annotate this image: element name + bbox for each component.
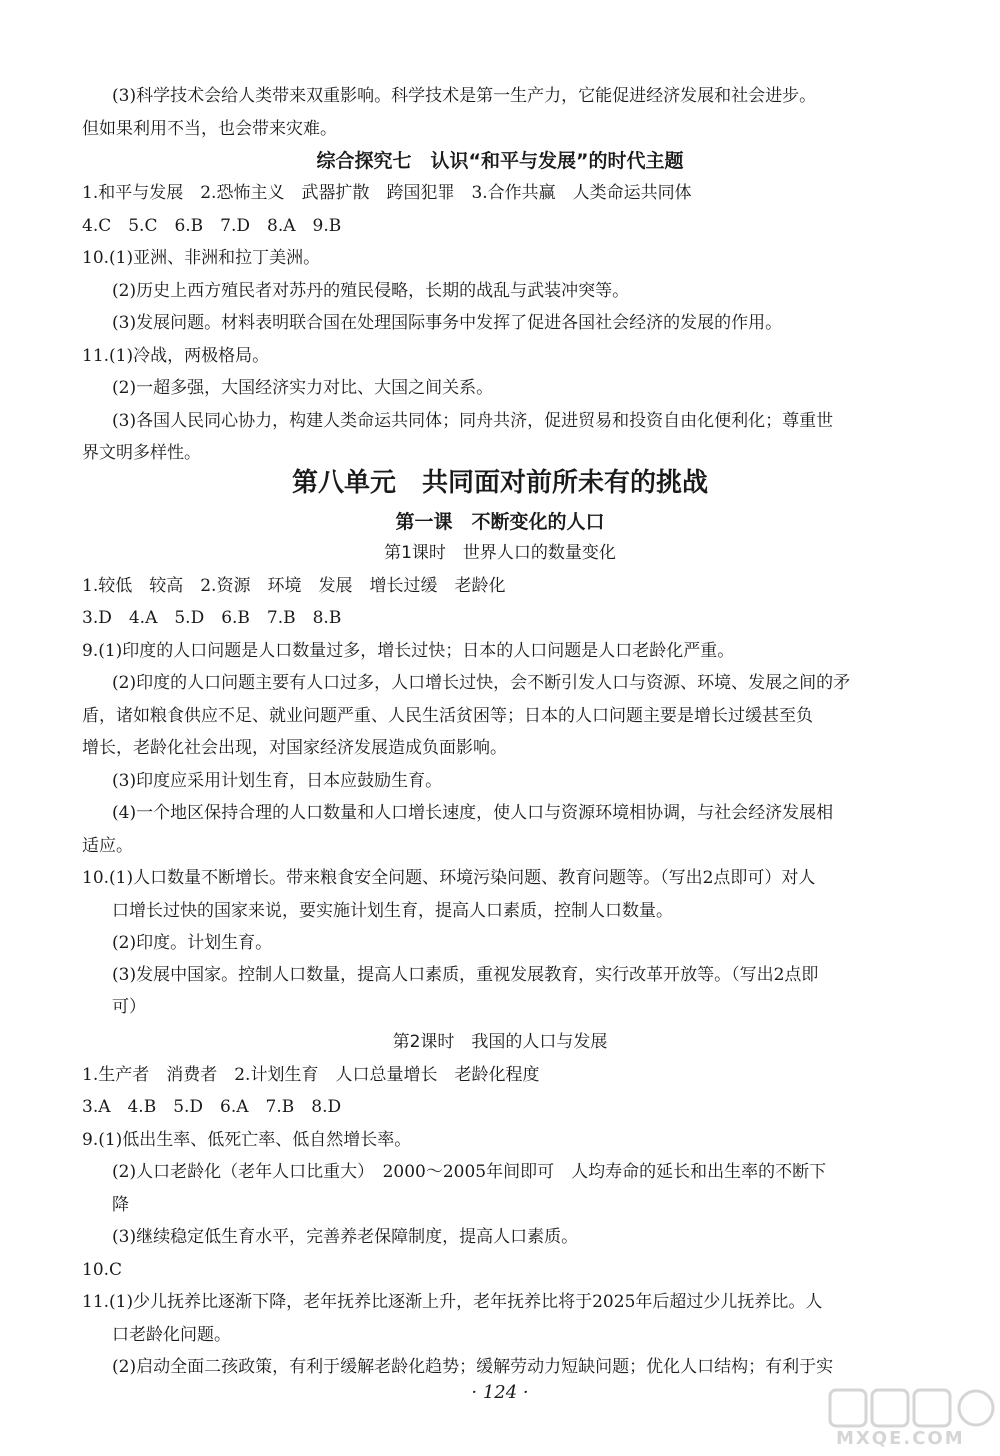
answer-line: (2)印度。计划生育。 (112, 933, 273, 953)
answer-line: (2)启动全面二孩政策，有利于缓解老龄化趋势；缓解劳动力短缺问题；优化人口结构；有利于实 (112, 1357, 834, 1377)
section-heading: 综合探究七 认识“和平与发展”的时代主题 (316, 150, 684, 172)
answer-line: 11.(1)冷战，两极格局。 (82, 346, 270, 366)
answer-line: 3.A 4.B 5.D 6.A 7.B 8.D (82, 1097, 342, 1117)
answer-line: 适应。 (82, 836, 133, 856)
watermark-text: MXQE.COM (836, 1428, 965, 1449)
lesson-title: 第一课 不断变化的人口 (395, 511, 605, 533)
answer-line: 1.和平与发展 2.恐怖主义 武器扩散 跨国犯罪 3.合作共赢 人类命运共同体 (82, 183, 692, 203)
answer-line: (2)印度的人口问题主要有人口过多，人口增长过快，会不断引发人口与资源、环境、发展之间的矛 (112, 673, 851, 693)
watermark-logo (826, 1384, 996, 1452)
watermark-icon (826, 1384, 996, 1432)
answer-line: 10.(1)人口数量不断增长。带来粮食安全问题、环境污染问题、教育问题等。（写出2点即可）对人 (82, 868, 816, 888)
answer-line: (2)一超多强，大国经济实力对比、大国之间关系。 (112, 378, 494, 398)
answer-line: 11.(1)少儿抚养比逐渐下降，老年抚养比逐渐上升，老年抚养比将于2025年后超过少儿抚养比。人 (82, 1292, 823, 1312)
answer-line: (3)各国人民同心协力，构建人类命运共同体；同舟共济，促进贸易和投资自由化便利化；尊重世 (112, 411, 834, 431)
answer-line: 口老龄化问题。 (112, 1325, 231, 1345)
answer-line: (3)继续稳定低生育水平，完善养老保障制度，提高人口素质。 (112, 1227, 579, 1247)
answer-line: 10.C (82, 1260, 123, 1280)
answer-line: (4)一个地区保持合理的人口数量和人口增长速度，使人口与资源环境相协调，与社会经济发展相 (112, 803, 834, 823)
answer-line: 1.较低 较高 2.资源 环境 发展 增长过缓 老龄化 (82, 576, 506, 596)
answer-line: 可） (112, 997, 146, 1017)
answer-line: 界文明多样性。 (82, 443, 201, 463)
answer-line: 盾，诸如粮食供应不足、就业问题严重、人民生活贫困等；日本的人口问题主要是增长过缓甚至负 (82, 706, 813, 726)
answer-line: (2)历史上西方殖民者对苏丹的殖民侵略，长期的战乱与武装冲突等。 (112, 281, 630, 301)
answer-line: 增长，老龄化社会出现，对国家经济发展造成负面影响。 (82, 738, 507, 758)
unit-title: 第八单元 共同面对前所未有的挑战 (291, 468, 708, 498)
answer-line: (3)发展中国家。控制人口数量，提高人口素质，重视发展教育，实行改革开放等。（写出2点即 (112, 965, 819, 985)
answer-line: 但如果利用不当，也会带来灾难。 (82, 119, 337, 139)
answer-line: 1.生产者 消费者 2.计划生育 人口总量增长 老龄化程度 (82, 1065, 540, 1085)
period-title: 第1课时 世界人口的数量变化 (384, 543, 616, 563)
answer-line: 4.C 5.C 6.B 7.D 8.A 9.B (82, 216, 342, 236)
answer-line: 9.(1)低出生率、低死亡率、低自然增长率。 (82, 1130, 412, 1150)
answer-line: 降 (112, 1195, 129, 1215)
answer-line: 3.D 4.A 5.D 6.B 7.B 8.B (82, 608, 342, 628)
answer-line: 9.(1)印度的人口问题是人口数量过多，增长过快；日本的人口问题是人口老龄化严重。 (82, 641, 735, 661)
page-number: · 124 · (471, 1382, 529, 1403)
answer-line: (3)科学技术会给人类带来双重影响。科学技术是第一生产力，它能促进经济发展和社会进步。 (112, 86, 817, 106)
period-title: 第2课时 我国的人口与发展 (392, 1032, 608, 1052)
answer-line: (3)印度应采用计划生育，日本应鼓励生育。 (112, 771, 443, 791)
answer-line: 口增长过快的国家来说，要实施计划生育，提高人口素质，控制人口数量。 (112, 901, 673, 921)
answer-line: 10.(1)亚洲、非洲和拉丁美洲。 (82, 248, 321, 268)
answer-line: (3)发展问题。材料表明联合国在处理国际事务中发挥了促进各国社会经济的发展的作用。 (112, 313, 783, 333)
answer-line: (2)人口老龄化（老年人口比重大） 2000～2005年间即可 人均寿命的延长和出生率的不断下 (112, 1162, 827, 1182)
